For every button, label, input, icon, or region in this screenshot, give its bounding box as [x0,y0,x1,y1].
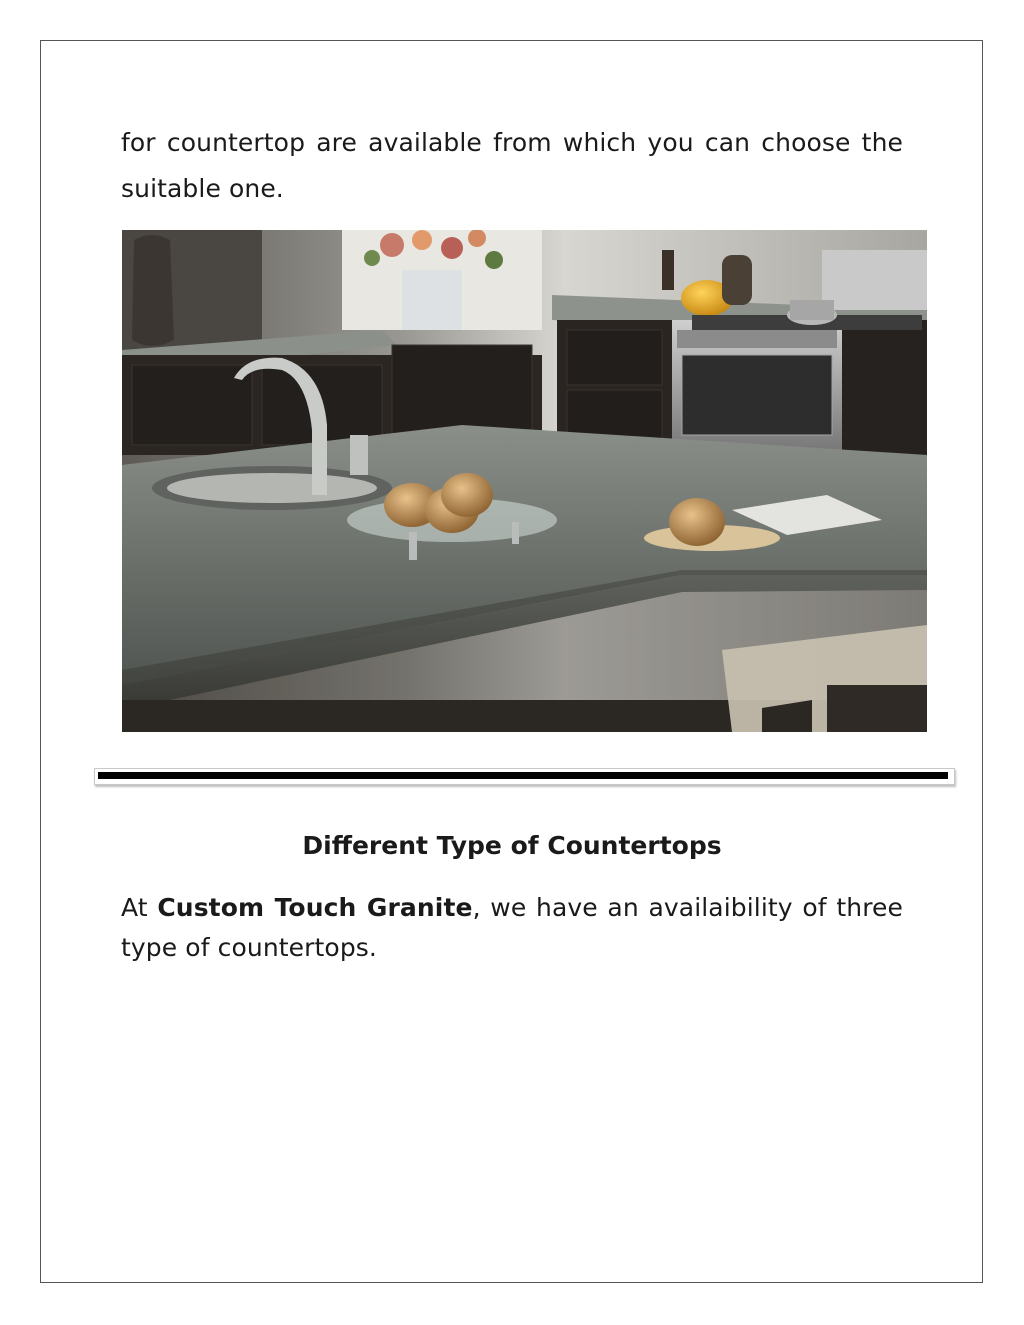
paragraph-suffix: , we have an availaibility of three type of countertops. [121,893,903,962]
kitchen-countertop-photo [122,230,927,732]
section-divider [94,768,955,785]
divider-bar [98,772,948,779]
section-paragraph [121,888,903,968]
company-name: Custom Touch Granite [157,893,473,922]
paragraph-prefix: At [121,893,158,922]
section-heading: Different Type of Countertops [302,831,722,860]
intro-paragraph: for countertop are available from which you can choose the suitable one. [121,128,903,203]
